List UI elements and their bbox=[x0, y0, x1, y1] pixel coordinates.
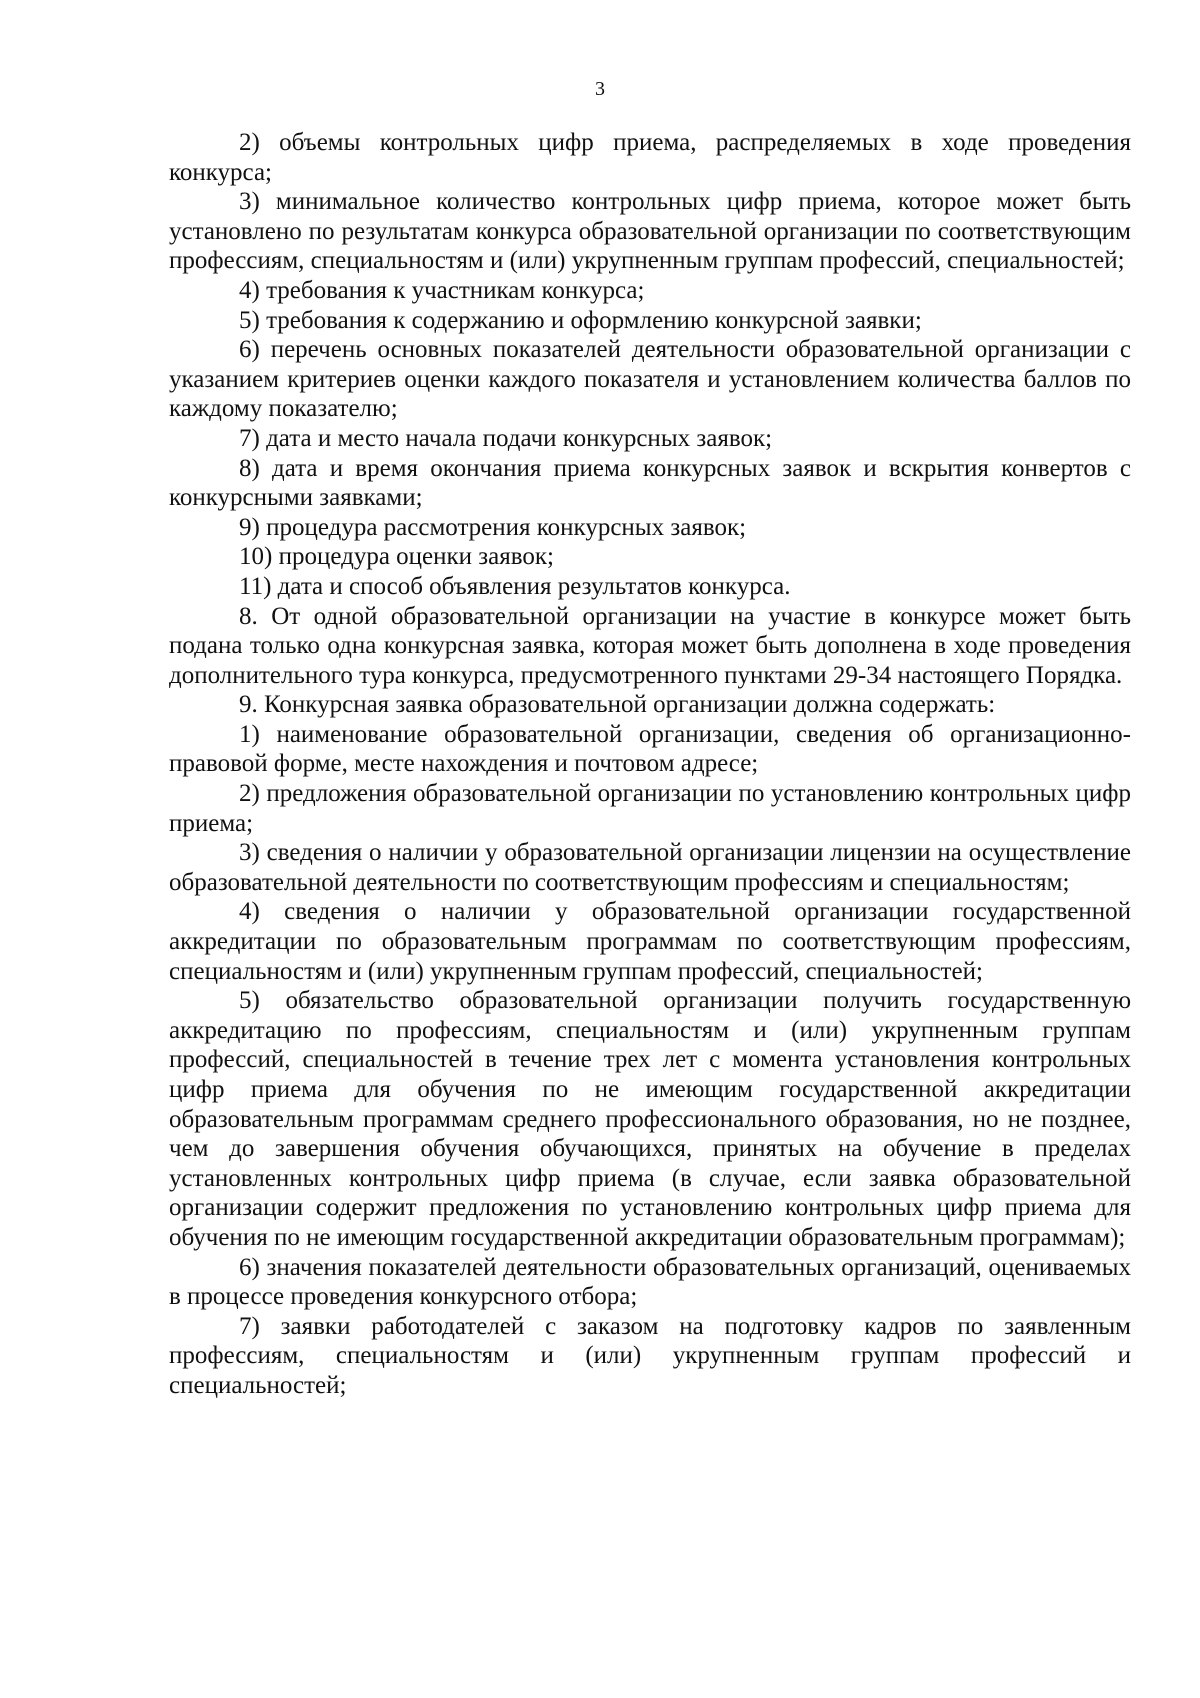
contents-item-1-name: 1) наименование образовательной организации, сведения об организационно-правовой форме, месте нахождения и почтовом адресе; bbox=[169, 720, 1131, 778]
list-item-8-submission-end: 8) дата и время окончания приема конкурсных заявок и вскрытия конвертов с конкурсными заявками; bbox=[169, 454, 1131, 512]
list-item-11-results-announcement: 11) дата и способ объявления результатов конкурса. bbox=[239, 572, 791, 600]
contents-item-4-accreditation: 4) сведения о наличии у образовательной организации государственной аккредитации по образовательным программам по соответствующим профессиям, специальностям и (или) укрупненным группам профессий, специальностей; bbox=[169, 898, 1131, 985]
list-item-4-participant-requirements: 4) требования к участникам конкурса; bbox=[239, 276, 645, 304]
list-item-7-submission-start: 7) дата и место начала подачи конкурсных заявок; bbox=[239, 424, 773, 452]
list-item-9-review-procedure: 9) процедура рассмотрения конкурсных заявок; bbox=[239, 513, 747, 541]
contents-item-2-proposals: 2) предложения образовательной организации по установлению контрольных цифр приема; bbox=[169, 780, 1131, 837]
clause-8-single-application: 8. От одной образовательной организации на участие в конкурсе может быть подана только одна конкурсная заявка, которая может быть дополнена в ходе проведения дополнительного тура конкурса, предусмотренного пунктами 29-34 настоящего Порядка. bbox=[169, 602, 1131, 689]
contents-item-3-license: 3) сведения о наличии у образовательной организации лицензии на осуществление образовательной деятельности по соответствующим профессиям и специальностям; bbox=[169, 839, 1131, 896]
page-number: 3 bbox=[595, 78, 605, 100]
list-item-6-performance-indicators: 6) перечень основных показателей деятельности образовательной организации с указанием критериев оценки каждого показателя и установлением количества баллов по каждому показателю; bbox=[169, 336, 1131, 423]
list-item-2-control-figures-volume: 2) объемы контрольных цифр приема, распределяемых в ходе проведения конкурса; bbox=[169, 129, 1131, 186]
list-item-3-minimum-control-figures: 3) минимальное количество контрольных цифр приема, которое может быть установлено по результатам конкурса образовательной организации по соответствующим профессиям, специальностям и (или) укрупненным группам профессий, специальностей; bbox=[169, 188, 1131, 275]
contents-item-5-accreditation-obligation: 5) обязательство образовательной организации получить государственную аккредитацию по профессиям, специальностям и (или) укрупненным группам профессий, специальностей в течение трех лет с момента установления контрольных цифр приема для обучения по не имеющим государственной аккредитации образовательным программам среднего профессионального образования, но не позднее, чем до завершения обучения обучающихся, принятых на обучение в пределах установленных контрольных цифр приема (в случае, если заявка образовательной организации содержит предложения по установлению контрольных цифр приема для обучения по не имеющим государственной аккредитации образовательным программам); bbox=[169, 987, 1131, 1251]
list-item-5-application-requirements: 5) требования к содержанию и оформлению конкурсной заявки; bbox=[239, 306, 922, 334]
contents-item-6-indicator-values: 6) значения показателей деятельности образовательных организаций, оцениваемых в процессе проведения конкурсного отбора; bbox=[169, 1253, 1131, 1311]
list-item-10-evaluation-procedure: 10) процедура оценки заявок; bbox=[239, 543, 554, 571]
document-body bbox=[169, 128, 1131, 1401]
clause-9-application-contents: 9. Конкурсная заявка образовательной организации должна содержать: bbox=[239, 691, 996, 719]
contents-item-7-employer-orders: 7) заявки работодателей с заказом на подготовку кадров по заявленным профессиям, специальностям и (или) укрупненным группам профессий и специальностей; bbox=[169, 1312, 1131, 1399]
